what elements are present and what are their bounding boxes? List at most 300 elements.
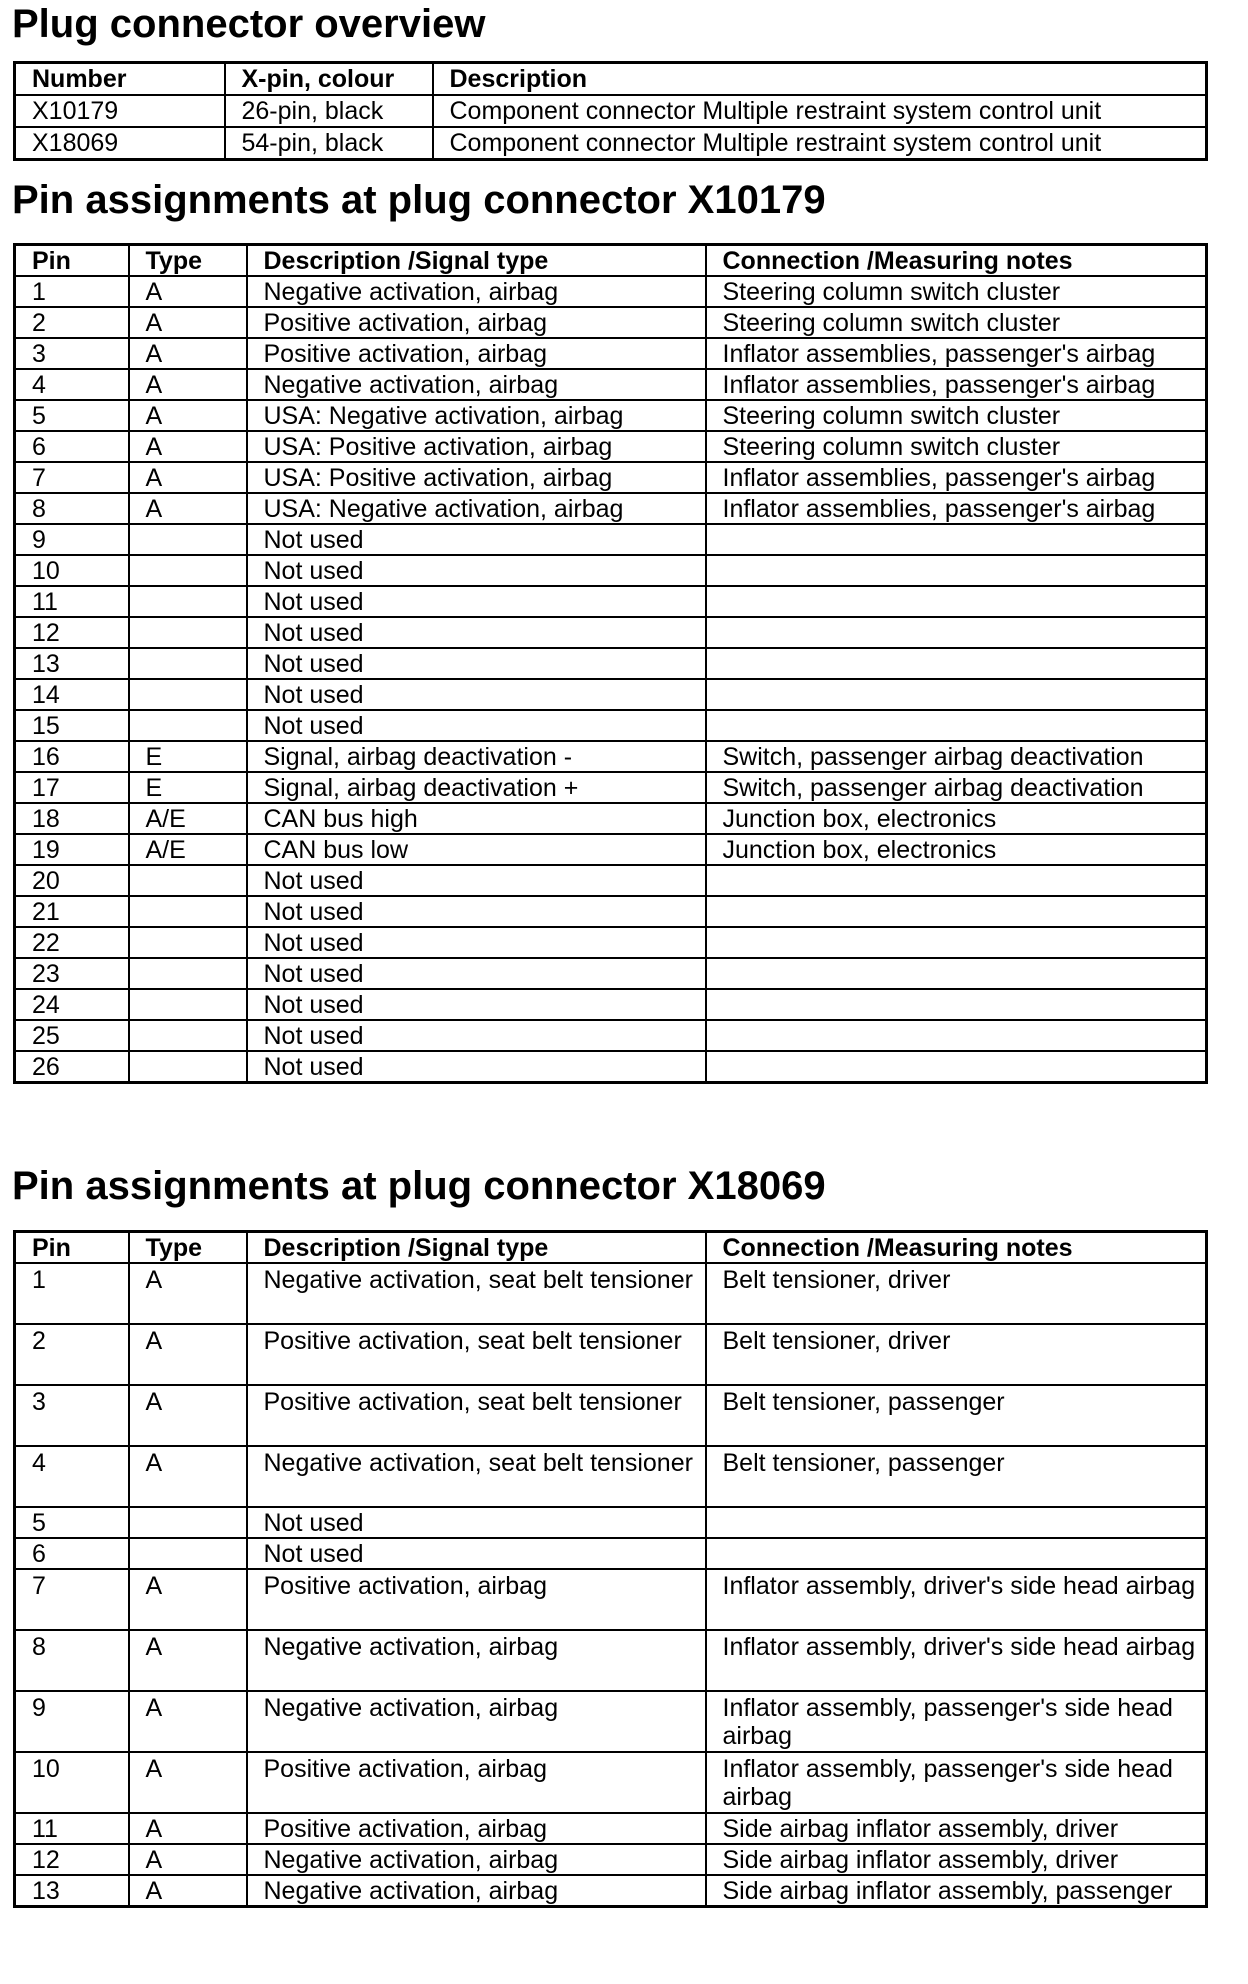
x10179-table — [13, 243, 1208, 1084]
x18069-cell-text: Positive activation, airbag — [263, 1755, 547, 1783]
x10179-cell-description — [247, 1051, 706, 1083]
x10179-cell-text: Not used — [263, 897, 364, 926]
x10179-cell-connection — [706, 431, 1207, 462]
x10179-cell-pin — [15, 772, 129, 803]
x18069-cell-connection — [706, 1446, 1207, 1507]
x10179-cell-text: CAN bus high — [263, 804, 418, 833]
x10179-cell-text: A — [145, 401, 163, 430]
x10179-cell-description — [247, 400, 706, 431]
x10179-cell-text: 26 — [32, 1052, 60, 1081]
x10179-cell-description — [247, 493, 706, 524]
x10179-row — [15, 400, 1207, 431]
x10179-cell-description — [247, 524, 706, 555]
x10179-cell-pin — [15, 369, 129, 400]
x18069-cell-text: A — [145, 1266, 163, 1294]
x18069-cell-connection — [706, 1630, 1207, 1691]
overview-cell-text: 26-pin, black — [241, 97, 384, 125]
x18069-cell-text: Side airbag inflator assembly, passenger — [722, 1876, 1173, 1905]
x10179-cell-text: 23 — [32, 959, 60, 988]
x18069-cell-pin — [15, 1569, 129, 1630]
x10179-cell-text: E — [145, 773, 163, 802]
x10179-cell-type — [129, 431, 247, 462]
x10179-cell-text: 9 — [32, 525, 46, 554]
x10179-cell-connection — [706, 1020, 1207, 1051]
x10179-cell-pin — [15, 679, 129, 710]
x18069-cell-type — [129, 1875, 247, 1907]
x10179-cell-description — [247, 803, 706, 834]
x18069-cell-type — [129, 1507, 247, 1538]
x18069-cell-text: 3 — [32, 1388, 46, 1416]
overview-cell-description — [433, 95, 1207, 127]
x10179-cell-text: 14 — [32, 680, 60, 709]
x18069-row — [15, 1538, 1207, 1569]
x10179-cell-description — [247, 679, 706, 710]
x10179-row — [15, 803, 1207, 834]
x18069-cell-text: 7 — [32, 1572, 46, 1600]
x10179-header-row — [15, 245, 1207, 277]
x10179-cell-text: Steering column switch cluster — [722, 432, 1061, 461]
x18069-cell-text: 8 — [32, 1633, 46, 1661]
x10179-cell-pin — [15, 958, 129, 989]
x10179-cell-connection — [706, 586, 1207, 617]
x10179-cell-text: E — [145, 742, 163, 771]
x10179-cell-text: Not used — [263, 711, 364, 740]
x18069-cell-pin — [15, 1844, 129, 1875]
x18069-cell-type — [129, 1263, 247, 1324]
x18069-cell-pin — [15, 1507, 129, 1538]
x10179-cell-text: Not used — [263, 649, 364, 678]
x10179-cell-type — [129, 1051, 247, 1083]
x18069-cell-pin — [15, 1630, 129, 1691]
x18069-row — [15, 1569, 1207, 1630]
x10179-cell-pin — [15, 648, 129, 679]
x18069-cell-description — [247, 1446, 706, 1507]
x10179-row — [15, 617, 1207, 648]
x10179-cell-connection — [706, 896, 1207, 927]
x10179-cell-description — [247, 834, 706, 865]
x18069-title: Pin assignments at plug connector X18069 — [12, 1164, 826, 1208]
x18069-cell-text: 9 — [32, 1694, 46, 1722]
overview-cell-number — [15, 95, 225, 127]
x10179-cell-connection — [706, 369, 1207, 400]
x18069-cell-text: 1 — [32, 1266, 46, 1294]
x10179-cell-text: A — [145, 463, 163, 492]
x10179-cell-connection — [706, 524, 1207, 555]
x10179-row — [15, 958, 1207, 989]
x10179-cell-pin — [15, 493, 129, 524]
x18069-cell-text: Belt tensioner, driver — [722, 1327, 951, 1355]
x10179-row — [15, 369, 1207, 400]
x10179-cell-text: USA: Negative activation, airbag — [263, 401, 624, 430]
overview-row — [15, 95, 1207, 127]
x18069-row — [15, 1385, 1207, 1446]
overview-cell-number — [15, 127, 225, 160]
x10179-cell-text: Inflator assemblies, passenger's airbag — [722, 494, 1156, 523]
x10179-cell-type — [129, 400, 247, 431]
x10179-cell-connection — [706, 710, 1207, 741]
x18069-cell-description — [247, 1538, 706, 1569]
x18069-cell-text: A — [145, 1327, 163, 1355]
x18069-cell-text: 6 — [32, 1539, 46, 1568]
x18069-cell-pin — [15, 1813, 129, 1844]
x10179-cell-connection — [706, 276, 1207, 307]
x10179-cell-description — [247, 431, 706, 462]
x10179-cell-text: 16 — [32, 742, 60, 771]
x10179-cell-type — [129, 369, 247, 400]
x10179-row — [15, 772, 1207, 803]
x10179-cell-text: Not used — [263, 618, 364, 647]
x10179-cell-connection — [706, 927, 1207, 958]
x10179-cell-description — [247, 896, 706, 927]
x10179-cell-type — [129, 524, 247, 555]
x18069-cell-type — [129, 1630, 247, 1691]
x10179-cell-text: Not used — [263, 587, 364, 616]
x18069-header-type: Type — [129, 1232, 247, 1264]
x10179-title: Pin assignments at plug connector X10179 — [12, 178, 826, 222]
x18069-cell-text: Inflator assembly, driver's side head airbag — [722, 1633, 1196, 1661]
x10179-cell-connection — [706, 307, 1207, 338]
x18069-cell-connection — [706, 1844, 1207, 1875]
x10179-cell-text: A — [145, 494, 163, 523]
x18069-cell-type — [129, 1691, 247, 1752]
x10179-cell-type — [129, 679, 247, 710]
x10179-cell-type — [129, 648, 247, 679]
x18069-cell-text: Negative activation, seat belt tensioner — [263, 1266, 693, 1294]
x18069-cell-description — [247, 1569, 706, 1630]
x10179-row — [15, 307, 1207, 338]
x18069-cell-text: Positive activation, seat belt tensioner — [263, 1327, 682, 1355]
x18069-cell-type — [129, 1813, 247, 1844]
x18069-cell-description — [247, 1844, 706, 1875]
x18069-cell-text: A — [145, 1633, 163, 1661]
x10179-cell-text: 1 — [32, 277, 46, 306]
x10179-cell-text: Steering column switch cluster — [722, 277, 1061, 306]
x18069-cell-connection — [706, 1569, 1207, 1630]
x10179-cell-description — [247, 555, 706, 586]
x10179-row — [15, 338, 1207, 369]
x18069-cell-connection — [706, 1813, 1207, 1844]
x10179-cell-text: USA: Positive activation, airbag — [263, 463, 613, 492]
x18069-row — [15, 1324, 1207, 1385]
overview-cell-text: Component connector Multiple restraint system control unit — [449, 97, 1102, 125]
x10179-cell-text: Not used — [263, 990, 364, 1019]
x10179-cell-type — [129, 710, 247, 741]
x18069-cell-text: A — [145, 1572, 163, 1600]
x10179-cell-type — [129, 896, 247, 927]
x10179-row — [15, 896, 1207, 927]
x10179-cell-text: 20 — [32, 866, 60, 895]
overview-header-xpin: X-pin, colour — [225, 63, 433, 96]
x10179-cell-text: Not used — [263, 556, 364, 585]
overview-cell-text: Component connector Multiple restraint system control unit — [449, 129, 1102, 157]
x10179-cell-description — [247, 276, 706, 307]
x18069-cell-type — [129, 1569, 247, 1630]
x10179-cell-description — [247, 586, 706, 617]
x10179-cell-text: A — [145, 277, 163, 306]
x18069-cell-text: 12 — [32, 1845, 60, 1874]
x10179-cell-type — [129, 834, 247, 865]
x10179-row — [15, 679, 1207, 710]
x18069-cell-type — [129, 1538, 247, 1569]
x18069-row — [15, 1844, 1207, 1875]
x10179-cell-pin — [15, 617, 129, 648]
overview-cell-xpin — [225, 95, 433, 127]
x10179-header-connection: Connection /Measuring notes — [706, 245, 1207, 277]
x18069-row — [15, 1263, 1207, 1324]
x10179-cell-text: Positive activation, airbag — [263, 308, 547, 337]
x18069-row — [15, 1507, 1207, 1538]
x18069-cell-text: 13 — [32, 1876, 60, 1905]
x18069-cell-connection — [706, 1752, 1207, 1813]
overview-row — [15, 127, 1207, 160]
x10179-cell-description — [247, 338, 706, 369]
x18069-cell-text: Positive activation, airbag — [263, 1572, 547, 1600]
x10179-cell-text: 13 — [32, 649, 60, 678]
x10179-cell-type — [129, 276, 247, 307]
overview-cell-xpin — [225, 127, 433, 160]
x10179-cell-text: A — [145, 432, 163, 461]
x18069-cell-text: Belt tensioner, driver — [722, 1266, 951, 1294]
x18069-cell-text: Belt tensioner, passenger — [722, 1449, 1005, 1477]
x10179-cell-type — [129, 462, 247, 493]
x10179-cell-text: 5 — [32, 401, 46, 430]
x10179-cell-text: Not used — [263, 1052, 364, 1081]
x10179-row — [15, 710, 1207, 741]
x10179-cell-type — [129, 493, 247, 524]
x10179-cell-text: 4 — [32, 370, 46, 399]
overview-cell-text: 54-pin, black — [241, 129, 384, 157]
x10179-cell-pin — [15, 431, 129, 462]
x10179-cell-description — [247, 710, 706, 741]
x18069-cell-description — [247, 1630, 706, 1691]
x10179-cell-connection — [706, 803, 1207, 834]
x10179-cell-pin — [15, 1020, 129, 1051]
x10179-cell-connection — [706, 958, 1207, 989]
x18069-cell-description — [247, 1263, 706, 1324]
x10179-cell-text: A — [145, 370, 163, 399]
x10179-cell-description — [247, 927, 706, 958]
x18069-cell-text: A — [145, 1755, 163, 1783]
x10179-cell-connection — [706, 834, 1207, 865]
x10179-cell-text: Junction box, electronics — [722, 804, 997, 833]
x18069-cell-description — [247, 1752, 706, 1813]
x10179-cell-text: 21 — [32, 897, 60, 926]
x18069-header-pin: Pin — [15, 1232, 129, 1264]
x10179-cell-text: Not used — [263, 1021, 364, 1050]
x18069-cell-text: A — [145, 1876, 163, 1905]
x18069-cell-text: Negative activation, airbag — [263, 1633, 559, 1661]
x10179-cell-description — [247, 1020, 706, 1051]
overview-title: Plug connector overview — [12, 2, 486, 46]
x10179-cell-description — [247, 741, 706, 772]
x10179-cell-type — [129, 617, 247, 648]
x10179-cell-pin — [15, 524, 129, 555]
x10179-row — [15, 741, 1207, 772]
x10179-cell-text: A — [145, 308, 163, 337]
overview-cell-text: X10179 — [32, 97, 119, 125]
x10179-cell-text: A — [145, 339, 163, 368]
x10179-cell-pin — [15, 989, 129, 1020]
x10179-row — [15, 276, 1207, 307]
x10179-row — [15, 555, 1207, 586]
overview-header-description: Description — [433, 63, 1207, 96]
x10179-cell-connection — [706, 865, 1207, 896]
x18069-cell-description — [247, 1691, 706, 1752]
x18069-row — [15, 1813, 1207, 1844]
x18069-table — [13, 1230, 1208, 1908]
x18069-cell-connection — [706, 1385, 1207, 1446]
x18069-header-connection: Connection /Measuring notes — [706, 1232, 1207, 1264]
x18069-cell-text: A — [145, 1388, 163, 1416]
x10179-cell-description — [247, 617, 706, 648]
x10179-row — [15, 989, 1207, 1020]
x18069-cell-pin — [15, 1875, 129, 1907]
x10179-cell-connection — [706, 679, 1207, 710]
x10179-cell-text: Switch, passenger airbag deactivation — [722, 742, 1144, 771]
x10179-cell-pin — [15, 307, 129, 338]
x18069-cell-type — [129, 1385, 247, 1446]
x18069-cell-text: A — [145, 1845, 163, 1874]
x10179-cell-type — [129, 338, 247, 369]
x10179-cell-type — [129, 307, 247, 338]
x18069-header-row — [15, 1232, 1207, 1264]
x18069-header-description: Description /Signal type — [247, 1232, 706, 1264]
x18069-cell-pin — [15, 1752, 129, 1813]
x18069-cell-description — [247, 1813, 706, 1844]
x10179-cell-pin — [15, 338, 129, 369]
x10179-cell-pin — [15, 462, 129, 493]
x18069-cell-text: 2 — [32, 1327, 46, 1355]
x18069-cell-pin — [15, 1691, 129, 1752]
x18069-cell-connection — [706, 1691, 1207, 1752]
x18069-cell-connection — [706, 1507, 1207, 1538]
x10179-row — [15, 493, 1207, 524]
x10179-row — [15, 834, 1207, 865]
x10179-cell-connection — [706, 741, 1207, 772]
x10179-cell-text: A/E — [145, 804, 186, 833]
x10179-cell-text: Inflator assemblies, passenger's airbag — [722, 370, 1156, 399]
x10179-cell-description — [247, 648, 706, 679]
x10179-cell-text: Not used — [263, 680, 364, 709]
x10179-row — [15, 462, 1207, 493]
x10179-cell-text: 18 — [32, 804, 60, 833]
x18069-cell-text: Inflator assembly, passenger's side head airbag — [722, 1694, 1173, 1750]
x18069-cell-pin — [15, 1385, 129, 1446]
x10179-cell-text: 19 — [32, 835, 60, 864]
x10179-cell-text: Junction box, electronics — [722, 835, 997, 864]
x18069-cell-type — [129, 1752, 247, 1813]
x10179-cell-text: 15 — [32, 711, 60, 740]
overview-header-row — [15, 63, 1207, 96]
x10179-cell-text: 6 — [32, 432, 46, 461]
x10179-cell-text: Steering column switch cluster — [722, 401, 1061, 430]
x10179-cell-pin — [15, 896, 129, 927]
x10179-cell-text: Positive activation, airbag — [263, 339, 547, 368]
x18069-cell-pin — [15, 1324, 129, 1385]
x18069-cell-text: 5 — [32, 1508, 46, 1537]
x10179-cell-text: Inflator assemblies, passenger's airbag — [722, 339, 1156, 368]
x10179-cell-connection — [706, 462, 1207, 493]
x10179-row — [15, 431, 1207, 462]
x10179-cell-text: Negative activation, airbag — [263, 370, 559, 399]
x10179-cell-text: 11 — [32, 587, 58, 616]
x10179-cell-connection — [706, 400, 1207, 431]
x18069-cell-text: Negative activation, airbag — [263, 1876, 559, 1905]
x10179-cell-pin — [15, 400, 129, 431]
overview-cell-text: X18069 — [32, 129, 119, 157]
x10179-cell-description — [247, 307, 706, 338]
x10179-cell-text: Not used — [263, 959, 364, 988]
x10179-cell-text: 2 — [32, 308, 46, 337]
x10179-cell-pin — [15, 1051, 129, 1083]
x18069-cell-pin — [15, 1263, 129, 1324]
x18069-row — [15, 1630, 1207, 1691]
x10179-cell-text: 22 — [32, 928, 60, 957]
x18069-cell-text: Positive activation, seat belt tensioner — [263, 1388, 682, 1416]
x10179-cell-text: 12 — [32, 618, 60, 647]
x10179-cell-text: USA: Positive activation, airbag — [263, 432, 613, 461]
overview-header-number: Number — [15, 63, 225, 96]
x18069-cell-text: Not used — [263, 1539, 364, 1568]
x10179-cell-pin — [15, 865, 129, 896]
x10179-cell-type — [129, 1020, 247, 1051]
x10179-cell-pin — [15, 834, 129, 865]
x18069-cell-connection — [706, 1263, 1207, 1324]
x10179-cell-text: Steering column switch cluster — [722, 308, 1061, 337]
x10179-cell-connection — [706, 617, 1207, 648]
x18069-cell-type — [129, 1446, 247, 1507]
x18069-row — [15, 1691, 1207, 1752]
x18069-cell-description — [247, 1507, 706, 1538]
x10179-cell-description — [247, 958, 706, 989]
x10179-row — [15, 927, 1207, 958]
x10179-cell-pin — [15, 710, 129, 741]
x10179-cell-type — [129, 772, 247, 803]
x10179-cell-type — [129, 958, 247, 989]
x10179-cell-text: Not used — [263, 866, 364, 895]
x10179-header-pin: Pin — [15, 245, 129, 277]
overview-table — [13, 61, 1208, 161]
x10179-cell-text: Signal, airbag deactivation + — [263, 773, 579, 802]
x10179-cell-type — [129, 865, 247, 896]
x10179-cell-connection — [706, 493, 1207, 524]
x18069-cell-type — [129, 1844, 247, 1875]
x10179-cell-pin — [15, 586, 129, 617]
x18069-cell-text: 4 — [32, 1449, 46, 1477]
x18069-cell-connection — [706, 1324, 1207, 1385]
x18069-cell-pin — [15, 1446, 129, 1507]
x10179-cell-text: USA: Negative activation, airbag — [263, 494, 624, 523]
x18069-cell-text: Inflator assembly, passenger's side head airbag — [722, 1755, 1173, 1811]
x18069-cell-text: Positive activation, airbag — [263, 1814, 547, 1843]
x18069-cell-text: Side airbag inflator assembly, driver — [722, 1845, 1119, 1874]
x18069-cell-connection — [706, 1875, 1207, 1907]
x18069-cell-pin — [15, 1538, 129, 1569]
x10179-row — [15, 865, 1207, 896]
x18069-cell-text: Negative activation, airbag — [263, 1845, 559, 1874]
x10179-cell-text: 7 — [32, 463, 46, 492]
x10179-cell-type — [129, 586, 247, 617]
x10179-cell-text: 17 — [32, 773, 60, 802]
x18069-cell-text: 11 — [32, 1814, 58, 1843]
x10179-cell-text: Switch, passenger airbag deactivation — [722, 773, 1144, 802]
x10179-cell-type — [129, 927, 247, 958]
overview-cell-description — [433, 127, 1207, 160]
x18069-cell-type — [129, 1324, 247, 1385]
x10179-cell-pin — [15, 927, 129, 958]
x18069-cell-description — [247, 1385, 706, 1446]
x10179-cell-type — [129, 989, 247, 1020]
